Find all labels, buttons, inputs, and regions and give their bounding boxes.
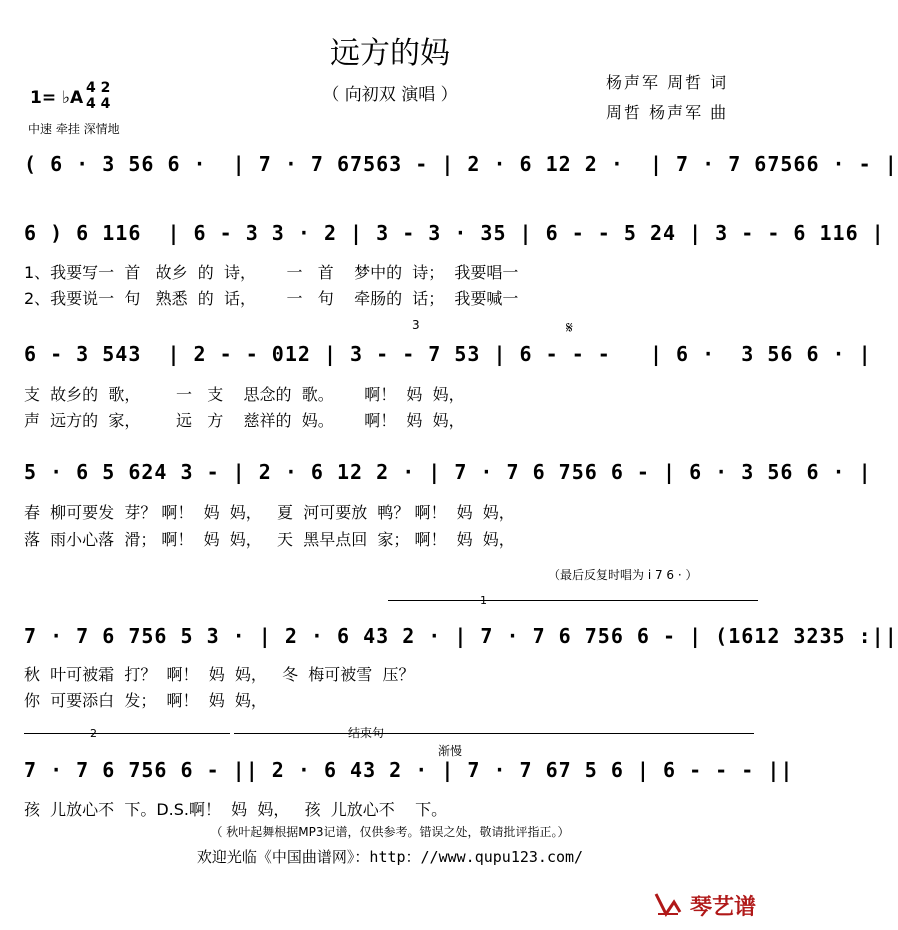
lyric-line-3a: 支 故乡的 歌， 一 支 思念的 歌。 啊！ 妈 妈， (24, 385, 465, 404)
volta-1-bracket (388, 600, 758, 601)
ending-label: 结束句 (348, 726, 385, 740)
composer-credit: 周哲 杨声军 曲 (606, 103, 729, 122)
page-title: 远方的妈 (330, 36, 450, 71)
music-line-5: 7 · 7 6 756 5 3 · | 2 · 6 43 2 · | 7 · 7 6 756 6 - | (1612 3235 :|| (24, 624, 898, 648)
volta-1-label: 1 (480, 594, 487, 607)
music-line-6: 7 · 7 6 756 6 - || 2 · 6 43 2 · | 7 · 7 67 5 6 | 6 - - - || (24, 758, 794, 782)
lyricist-credit: 杨声军 周哲 词 (606, 73, 729, 92)
key-signature: 1= ♭A (30, 88, 84, 108)
lyric-line-5b: 你 可要添白 发； 啊！ 妈 妈， (24, 691, 267, 710)
website-credit: 欢迎光临《中国曲谱网》：http：//www.qupu123.com/ (196, 848, 584, 866)
time-signature-top: 4 2 (86, 80, 111, 96)
music-line-2: 6 ) 6 116 | 6 - 3 3 · 2 | 3 - 3 · 35 | 6 - - 5 24 | 3 - - 6 116 | (24, 221, 885, 245)
time-signature (86, 80, 110, 112)
music-line-4: 5 · 6 5 624 3 - | 2 · 6 12 2 · | 7 · 7 6 756 6 - | 6 · 3 56 6 · | (24, 460, 872, 484)
volta-2-label: 2 (90, 727, 97, 740)
volta-2-bracket (24, 733, 230, 734)
rit-label: 渐慢 (438, 744, 463, 758)
qinyipu-logo-icon (652, 888, 684, 920)
music-line-1: ( 6 · 3 56 6 · | 7 · 7 67563 - | 2 · 6 12 2 · | 7 · 7 67566 · - | (24, 152, 898, 176)
lyric-line-6a: 孩 儿放心不 下。D.S.啊！ 妈 妈， 孩 儿放心不 下。 (24, 800, 448, 819)
lyric-line-4a: 春 柳可要发 芽？ 啊！ 妈 妈， 夏 河可要放 鸭？ 啊！ 妈 妈， (24, 503, 515, 522)
segno-icon: 𝄋 (566, 318, 573, 337)
lyric-line-2a: 1、我要写一 首 故乡 的 诗， 一 首 梦中的 诗； 我要唱一 (24, 263, 519, 282)
lyric-line-4b: 落 雨小心落 滑； 啊！ 妈 妈， 天 黑早点回 家； 啊！ 妈 妈， (24, 530, 515, 549)
transcription-note: （ 秋叶起舞根据MP3记谱，仅供参考。错误之处，敬请批评指正。） (210, 825, 570, 839)
tempo-marking: 中速 牵挂 深情地 (28, 122, 120, 136)
ending-bracket (234, 733, 754, 734)
triplet-mark: 3 (412, 318, 420, 332)
qinyipu-logo-text: 琴艺谱 (690, 895, 757, 920)
lyric-line-2b: 2、我要说一 句 熟悉 的 话， 一 句 牵肠的 话； 我要喊一 (24, 289, 519, 308)
lyric-line-5a: 秋 叶可被霜 打？ 啊！ 妈 妈， 冬 梅可被雪 压？ (24, 665, 415, 684)
lyric-line-3b: 声 远方的 家， 远 方 慈祥的 妈。 啊！ 妈 妈， (24, 411, 465, 430)
music-line-3: 6 - 3 543 | 2 - - 012 | 3 - - 7 53 | 6 - - - | 6 · 3 56 6 · | (24, 342, 872, 366)
time-signature-bottom: 4 4 (86, 96, 111, 112)
repeat-note: （最后反复时唱为 i 7 6 · ） (548, 568, 698, 582)
singer-credit: （ 向初双 演唱 ） (322, 85, 458, 105)
